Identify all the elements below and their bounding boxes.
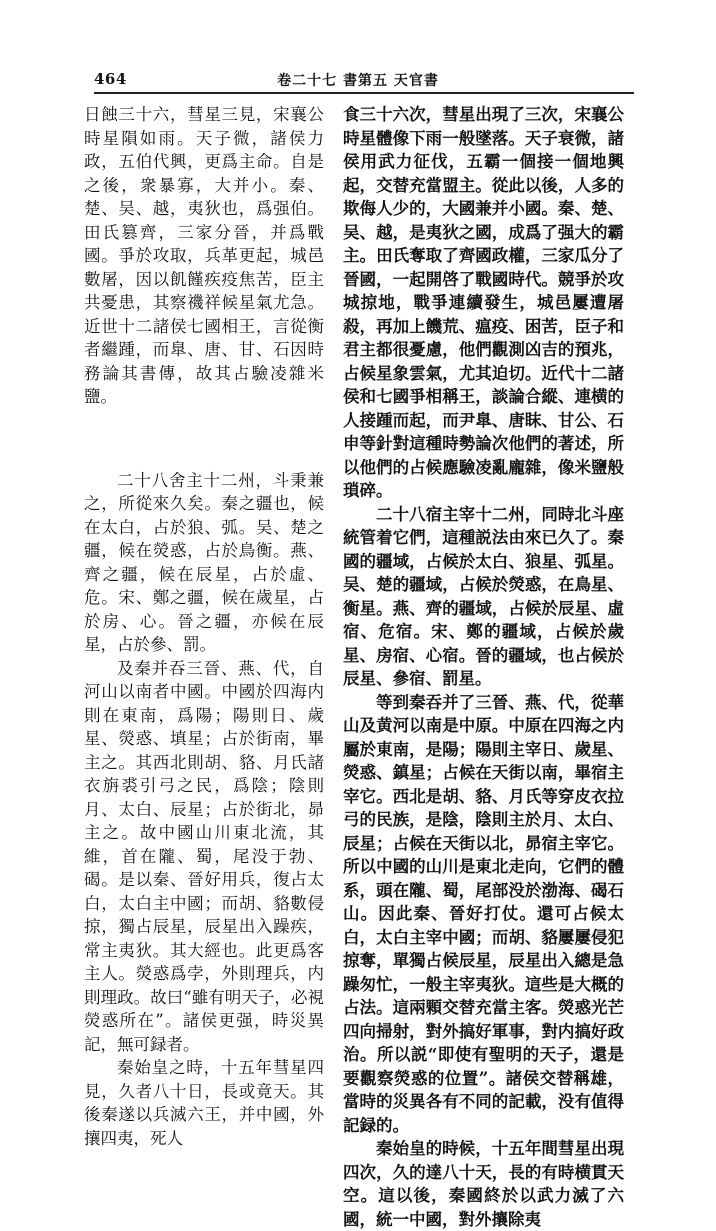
translation-column <box>343 103 624 1229</box>
running-head: 卷二十七 書第五 天官書 <box>277 73 439 89</box>
classical-paragraph: 及秦并吞三晉、燕、代，自河山以南者中國。中國於四海内則在東南，爲陽；陽則日、歲星、熒惑、填星；占於街南，畢主之。其西北則胡、貉、月氏諸衣旃裘引弓之民，爲陰；陰則月、太白、辰星；占於街北，昴主之。故中國山川東北流，其維，首在隴、蜀，尾没于勃、碣。是以秦、晉好用兵，復占太白，太白主中國；而胡、貉數侵掠，獨占辰星，辰星出入躁疾，常主夷狄。其大經也。此更爲客主人。熒惑爲孛，外則理兵，内則理政。故曰“雖有明天子，必視熒惑所在”。諸侯更强，時災異記，無可録者。 <box>84 658 324 1054</box>
classical-text-column <box>84 103 324 1148</box>
translation-paragraph: 等到秦吞并了三晉、燕、代，從華山及黄河以南是中原。中原在四海之内屬於東南，是陽；陽則主宰日、歲星、熒惑、鎮星；占候在天街以南，畢宿主宰它。西北是胡、貉、月氏等穿皮衣拉弓的民族，是陰，陰則主於月、太白、辰星；占候在天街以北，昴宿主宰它。所以中國的山川是東北走向，它們的體系，頭在隴、蜀，尾部没於渤海、碣石山。因此秦、晉好打仗。還可占候太白，太白主宰中國；而胡、貉屢屢侵犯掠奪，單獨占候辰星，辰星出入總是急躁匆忙，一般主宰夷狄。這些是大概的占法。這兩顆交替充當主客。熒惑光芒四向掃射，對外搞好軍事，對内搞好政治。所以説“即使有聖明的天子，還是要觀察熒惑的位置”。諸侯交替稱雄，當時的災異各有不同的記載，没有值得記録的。 <box>343 692 624 1135</box>
translation-paragraph: 秦始皇的時候，十五年間彗星出現四次，久的達八十天，長的有時横貫天空。這以後，秦國終於以武力滅了六國，統一中國，對外攘除夷 <box>343 1139 624 1229</box>
page-number: 464 <box>94 70 127 88</box>
paragraph-gap <box>84 409 324 469</box>
translation-paragraph: 二十八宿主宰十二州，同時北斗座統管着它們，這種説法由來已久了。秦國的疆域，占候於太白、狼星、弧星。吴、楚的疆域，占候於熒惑，在鳥星、衡星。燕、齊的疆域，占候於辰星、虛宿、危宿。宋、鄭的疆域，占候於歲星、房宿、心宿。晉的疆域，也占候於辰星、參宿、罰星。 <box>343 504 624 688</box>
page-header <box>0 0 716 100</box>
classical-paragraph: 二十八舍主十二州，斗秉兼之，所從來久矣。秦之疆也，候在太白，占於狼、弧。吴、楚之疆，候在熒惑，占於鳥衡。燕、齊之疆，候在辰星，占於虛、危。宋、鄭之疆，候在歲星，占於房、心。晉之疆，亦候在辰星，占於參、罰。 <box>84 470 324 654</box>
classical-paragraph: 秦始皇之時，十五年彗星四見，久者八十日，長或竟天。其後秦遂以兵滅六王，并中國，外攘四夷，死人 <box>84 1058 324 1148</box>
translation-paragraph: 食三十六次，彗星出現了三次，宋襄公時星體像下雨一般墜落。天子衰微，諸侯用武力征伐，五霸一個接一個地興起，交替充當盟主。從此以後，人多的欺侮人少的，大國兼并小國。秦、楚、吴、越，是夷狄之國，成爲了强大的霸主。田氏奪取了齊國政權，三家瓜分了晉國，一起開啓了戰國時代。競爭於攻城掠地，戰爭連續發生，城邑屢遭屠殺，再加上饑荒、瘟疫、困苦，臣子和君主都很憂慮，他們觀測凶吉的預兆，占候星象雲氣，尤其迫切。近代十二諸侯和七國爭相稱王，談論合縱、連横的人接踵而起，而尹臯、唐眜、甘公、石申等針對這種時勢論次他們的著述，所以他們的占候應驗凌亂龐雜，像米鹽般瑣碎。 <box>343 105 624 500</box>
classical-paragraph: 日蝕三十六，彗星三見，宋襄公時星隕如雨。天子微，諸侯力政，五伯代興，更爲主命。自是之後，衆暴寡，大并小。秦、楚、吴、越，夷狄也，爲强伯。田氏篡齊，三家分晉，并爲戰國。爭於攻取，兵革更起，城邑數屠，因以飢饉疾疫焦苦，臣主共憂患，其察禨祥候星氣尤急。近世十二諸侯七國相王，言從衡者繼踵，而臯、唐、甘、石因時務論其書傳，故其占驗凌雜米鹽。 <box>84 105 324 406</box>
header-rule <box>94 92 634 94</box>
